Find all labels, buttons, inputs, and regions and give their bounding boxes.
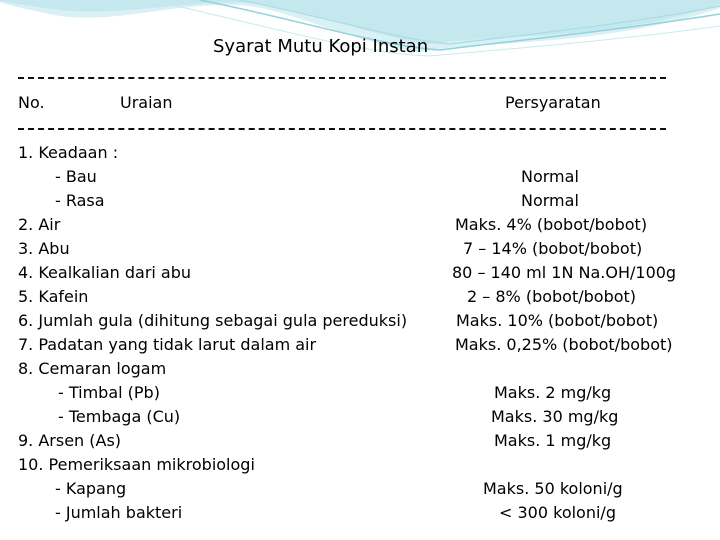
requirement-value: Maks. 4% (bobot/bobot) [455, 215, 648, 234]
table-row [0, 359, 720, 383]
header-uraian: Uraian [120, 93, 173, 112]
requirement-value: Normal [521, 191, 579, 210]
table-row [0, 239, 720, 263]
item-label: 5. Kafein [18, 287, 89, 306]
item-label: - Jumlah bakteri [55, 503, 183, 522]
requirement-value: Maks. 30 mg/kg [491, 407, 619, 426]
table-row [0, 263, 720, 287]
item-label: 10. Pemeriksaan mikrobiologi [18, 455, 255, 474]
requirement-value: Maks. 2 mg/kg [494, 383, 612, 402]
item-label: - Rasa [55, 191, 105, 210]
table-row [0, 287, 720, 311]
item-label: - Kapang [55, 479, 127, 498]
requirement-value: Maks. 50 koloni/g [483, 479, 623, 498]
item-label: 2. Air [18, 215, 61, 234]
requirement-value: < 300 koloni/g [499, 503, 616, 522]
item-label: 8. Cemaran logam [18, 359, 167, 378]
table-row [0, 407, 720, 431]
table-row [0, 335, 720, 359]
item-label: - Timbal (Pb) [58, 383, 160, 402]
requirement-value: Normal [521, 167, 579, 186]
table-row [0, 383, 720, 407]
item-label: - Tembaga (Cu) [58, 407, 181, 426]
table-row [0, 479, 720, 503]
page-title: Syarat Mutu Kopi Instan [213, 36, 429, 57]
item-label: 4. Kealkalian dari abu [18, 263, 192, 282]
divider-header [18, 128, 666, 130]
requirement-value: 2 – 8% (bobot/bobot) [467, 287, 637, 306]
item-label: 7. Padatan yang tidak larut dalam air [18, 335, 317, 354]
item-label: 3. Abu [18, 239, 70, 258]
item-label: 1. Keadaan : [18, 143, 119, 162]
divider-top [18, 77, 666, 79]
table-row [0, 143, 720, 167]
item-label: 6. Jumlah gula (dihitung sebagai gula pereduksi) [18, 311, 408, 330]
table-row [0, 215, 720, 239]
header-no: No. [18, 93, 45, 112]
header-persyaratan: Persyaratan [505, 93, 601, 112]
table-row [0, 431, 720, 455]
table-row [0, 167, 720, 191]
table-row [0, 455, 720, 479]
item-label: - Bau [55, 167, 97, 186]
requirement-value: 80 – 140 ml 1N Na.OH/100g [452, 263, 677, 282]
requirement-value: Maks. 0,25% (bobot/bobot) [455, 335, 673, 354]
table-row [0, 503, 720, 527]
table-row [0, 311, 720, 335]
item-label: 9. Arsen (As) [18, 431, 122, 450]
requirement-value: Maks. 1 mg/kg [494, 431, 612, 450]
table-row [0, 191, 720, 215]
requirement-value: 7 – 14% (bobot/bobot) [463, 239, 643, 258]
requirement-value: Maks. 10% (bobot/bobot) [456, 311, 659, 330]
